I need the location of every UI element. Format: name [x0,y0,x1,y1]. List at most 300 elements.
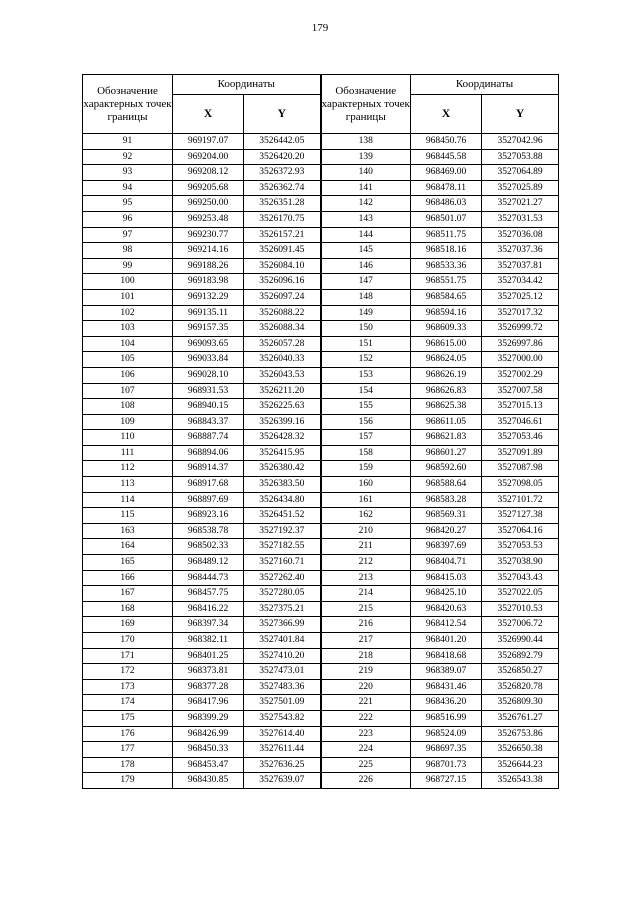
point-id-left: 109 [83,414,173,430]
point-id-left: 106 [83,367,173,383]
x-value-left: 969028.10 [173,367,244,383]
x-value-right: 968524.09 [411,726,482,742]
point-id-left: 110 [83,430,173,446]
point-id-right: 226 [321,773,411,789]
point-id-left: 171 [83,648,173,664]
page-number: 179 [311,22,329,34]
y-value-left: 3526420.20 [244,149,321,165]
table-row [83,586,559,602]
table-row [83,149,559,165]
y-value-left: 3526088.34 [244,321,321,337]
x-value-left: 968894.06 [173,445,244,461]
x-value-left: 968430.85 [173,773,244,789]
x-value-right: 968404.71 [411,555,482,571]
y-value-left: 3526372.93 [244,165,321,181]
x-value-left: 969135.11 [173,305,244,321]
y-value-left: 3526057.28 [244,336,321,352]
x-value-right: 968551.75 [411,274,482,290]
y-value-left: 3527182.55 [244,539,321,555]
table-row [83,243,559,259]
point-id-left: 173 [83,679,173,695]
x-value-right: 968588.64 [411,477,482,493]
point-id-right: 154 [321,383,411,399]
point-id-right: 139 [321,149,411,165]
table-row [83,508,559,524]
point-id-right: 213 [321,570,411,586]
x-value-left: 968502.33 [173,539,244,555]
x-value-right: 968626.19 [411,367,482,383]
point-id-left: 165 [83,555,173,571]
x-value-right: 968569.31 [411,508,482,524]
y-value-right: 3527098.05 [482,477,559,493]
y-value-right: 3526892.79 [482,648,559,664]
y-value-right: 3526999.72 [482,321,559,337]
y-value-left: 3526399.16 [244,414,321,430]
y-value-left: 3526170.75 [244,211,321,227]
table-row [83,710,559,726]
x-value-right: 968584.65 [411,289,482,305]
point-id-left: 176 [83,726,173,742]
x-value-left: 969205.68 [173,180,244,196]
point-id-left: 112 [83,461,173,477]
y-value-right: 3527015.13 [482,399,559,415]
x-value-right: 968625.38 [411,399,482,415]
point-id-right: 224 [321,742,411,758]
table-row [83,523,559,539]
point-id-left: 115 [83,508,173,524]
table-row [83,165,559,181]
point-id-left: 108 [83,399,173,415]
table-row [83,617,559,633]
y-value-left: 3526225.63 [244,399,321,415]
x-header-right: X [411,95,482,134]
x-value-left: 968444.73 [173,570,244,586]
point-id-right: 138 [321,134,411,150]
x-value-right: 968701.73 [411,757,482,773]
point-id-left: 177 [83,742,173,758]
y-value-right: 3527031.53 [482,211,559,227]
x-value-right: 968420.63 [411,601,482,617]
x-value-left: 968373.81 [173,664,244,680]
y-value-right: 3527087.98 [482,461,559,477]
y-value-right: 3527043.43 [482,570,559,586]
point-id-left: 97 [83,227,173,243]
point-id-right: 210 [321,523,411,539]
point-id-right: 141 [321,180,411,196]
header-row-top [83,75,559,95]
x-value-left: 968416.22 [173,601,244,617]
y-value-right: 3527053.46 [482,430,559,446]
y-value-right: 3526543.38 [482,773,559,789]
point-id-left: 103 [83,321,173,337]
y-value-right: 3527101.72 [482,492,559,508]
x-value-left: 968450.33 [173,742,244,758]
x-value-left: 968914.37 [173,461,244,477]
table-row [83,352,559,368]
x-value-right: 968420.27 [411,523,482,539]
table-row [83,601,559,617]
point-id-left: 168 [83,601,173,617]
y-value-left: 3526157.21 [244,227,321,243]
y-value-right: 3526850.27 [482,664,559,680]
x-value-right: 968518.16 [411,243,482,259]
y-value-left: 3526097.24 [244,289,321,305]
point-id-right: 142 [321,196,411,212]
y-value-left: 3526380.42 [244,461,321,477]
y-value-right: 3527042.96 [482,134,559,150]
point-id-left: 94 [83,180,173,196]
y-value-left: 3527611.44 [244,742,321,758]
x-value-right: 968401.20 [411,633,482,649]
x-value-left: 969132.29 [173,289,244,305]
x-value-left: 968426.99 [173,726,244,742]
y-value-left: 3527262.40 [244,570,321,586]
point-id-right: 156 [321,414,411,430]
table-row [83,196,559,212]
y-value-left: 3526043.53 [244,367,321,383]
table-row [83,477,559,493]
x-value-left: 969204.00 [173,149,244,165]
x-value-left: 969197.07 [173,134,244,150]
y-value-left: 3527410.20 [244,648,321,664]
point-id-right: 140 [321,165,411,181]
y-value-right: 3527037.81 [482,258,559,274]
x-value-left: 968923.16 [173,508,244,524]
x-value-left: 969214.16 [173,243,244,259]
x-value-right: 968501.07 [411,211,482,227]
x-value-left: 968457.75 [173,586,244,602]
x-value-left: 969157.35 [173,321,244,337]
y-value-left: 3526362.74 [244,180,321,196]
x-value-left: 968397.34 [173,617,244,633]
table-row [83,539,559,555]
x-value-left: 969093.65 [173,336,244,352]
point-id-right: 222 [321,710,411,726]
x-header-left: X [173,95,244,134]
y-header-right: Y [482,95,559,134]
point-id-left: 100 [83,274,173,290]
y-value-left: 3526442.05 [244,134,321,150]
point-id-right: 145 [321,243,411,259]
y-value-right: 3527127.38 [482,508,559,524]
y-value-left: 3526211.20 [244,383,321,399]
x-value-right: 968415.03 [411,570,482,586]
x-value-left: 969188.26 [173,258,244,274]
point-id-right: 149 [321,305,411,321]
table-row [83,274,559,290]
y-value-left: 3526434.80 [244,492,321,508]
point-id-right: 219 [321,664,411,680]
table-row [83,445,559,461]
point-id-left: 111 [83,445,173,461]
y-value-left: 3527160.71 [244,555,321,571]
table-row [83,180,559,196]
table-row [83,555,559,571]
y-value-right: 3526644.23 [482,757,559,773]
point-id-left: 104 [83,336,173,352]
x-value-right: 968624.05 [411,352,482,368]
table-row [83,773,559,789]
point-id-right: 144 [321,227,411,243]
point-id-right: 150 [321,321,411,337]
y-value-left: 3526351.28 [244,196,321,212]
x-value-left: 968453.47 [173,757,244,773]
x-value-left: 968931.53 [173,383,244,399]
table-row [83,367,559,383]
y-value-right: 3527064.16 [482,523,559,539]
y-value-right: 3527091.89 [482,445,559,461]
y-value-right: 3526761.27 [482,710,559,726]
x-value-right: 968626.83 [411,383,482,399]
x-value-right: 968697.35 [411,742,482,758]
x-value-left: 969033.84 [173,352,244,368]
y-value-right: 3526753.86 [482,726,559,742]
y-value-left: 3526451.52 [244,508,321,524]
y-value-right: 3526990.44 [482,633,559,649]
x-value-right: 968601.27 [411,445,482,461]
y-value-right: 3527000.00 [482,352,559,368]
x-value-left: 968401.25 [173,648,244,664]
table-row [83,633,559,649]
table-row [83,461,559,477]
x-value-left: 968887.74 [173,430,244,446]
y-value-right: 3527025.12 [482,289,559,305]
table-row [83,134,559,150]
point-id-right: 151 [321,336,411,352]
point-id-right: 160 [321,477,411,493]
x-value-right: 968516.99 [411,710,482,726]
table-row [83,430,559,446]
x-value-left: 968382.11 [173,633,244,649]
y-value-left: 3527280.05 [244,586,321,602]
point-id-right: 147 [321,274,411,290]
y-value-right: 3527021.27 [482,196,559,212]
y-value-right: 3527017.32 [482,305,559,321]
x-value-right: 968621.83 [411,430,482,446]
point-id-right: 216 [321,617,411,633]
x-value-left: 969253.48 [173,211,244,227]
point-id-left: 92 [83,149,173,165]
point-id-left: 93 [83,165,173,181]
table-row [83,648,559,664]
y-value-right: 3527002.29 [482,367,559,383]
y-value-right: 3527053.53 [482,539,559,555]
x-value-right: 968450.76 [411,134,482,150]
y-value-right: 3527010.53 [482,601,559,617]
table-body [83,134,559,789]
table-row [83,321,559,337]
x-value-right: 968397.69 [411,539,482,555]
coordinates-header-left: Координаты [173,75,321,95]
point-id-left: 114 [83,492,173,508]
y-value-left: 3527543.82 [244,710,321,726]
y-value-left: 3526088.22 [244,305,321,321]
x-value-right: 968431.46 [411,679,482,695]
y-value-left: 3527401.84 [244,633,321,649]
x-value-right: 968615.00 [411,336,482,352]
x-value-right: 968389.07 [411,664,482,680]
table-row [83,679,559,695]
y-value-right: 3526997.86 [482,336,559,352]
y-value-left: 3527483.36 [244,679,321,695]
point-id-left: 98 [83,243,173,259]
y-value-left: 3527614.40 [244,726,321,742]
point-id-right: 159 [321,461,411,477]
table-row [83,399,559,415]
y-value-right: 3527064.89 [482,165,559,181]
point-id-left: 101 [83,289,173,305]
table-row [83,211,559,227]
y-value-right: 3527038.90 [482,555,559,571]
point-id-left: 175 [83,710,173,726]
point-id-left: 96 [83,211,173,227]
x-value-right: 968609.33 [411,321,482,337]
x-value-left: 968940.15 [173,399,244,415]
x-value-right: 968418.68 [411,648,482,664]
x-value-right: 968445.58 [411,149,482,165]
x-value-left: 968538.78 [173,523,244,539]
point-id-left: 105 [83,352,173,368]
y-value-left: 3526415.95 [244,445,321,461]
x-value-right: 968412.54 [411,617,482,633]
y-value-left: 3526383.50 [244,477,321,493]
y-value-right: 3527036.08 [482,227,559,243]
y-value-right: 3527046.61 [482,414,559,430]
y-value-right: 3526809.30 [482,695,559,711]
table-row [83,414,559,430]
table-row [83,383,559,399]
coordinates-header-right: Координаты [411,75,559,95]
point-id-left: 169 [83,617,173,633]
x-value-right: 968436.20 [411,695,482,711]
point-id-right: 212 [321,555,411,571]
point-id-left: 179 [83,773,173,789]
y-value-right: 3527006.72 [482,617,559,633]
table-row [83,570,559,586]
x-value-right: 968425.10 [411,586,482,602]
point-id-left: 163 [83,523,173,539]
y-value-left: 3526084.10 [244,258,321,274]
y-value-right: 3526820.78 [482,679,559,695]
point-id-right: 220 [321,679,411,695]
y-value-right: 3527053.88 [482,149,559,165]
point-id-left: 164 [83,539,173,555]
point-id-right: 221 [321,695,411,711]
table-row [83,227,559,243]
y-value-right: 3527025.89 [482,180,559,196]
x-value-right: 968486.03 [411,196,482,212]
point-id-right: 215 [321,601,411,617]
y-value-left: 3527192.37 [244,523,321,539]
table-row [83,289,559,305]
x-value-left: 968843.37 [173,414,244,430]
x-value-right: 968611.05 [411,414,482,430]
table-row [83,258,559,274]
y-value-left: 3527501.09 [244,695,321,711]
point-id-left: 174 [83,695,173,711]
x-value-right: 968533.36 [411,258,482,274]
point-id-right: 162 [321,508,411,524]
table-row [83,492,559,508]
table-row [83,664,559,680]
y-value-right: 3527022.05 [482,586,559,602]
y-value-left: 3527473.01 [244,664,321,680]
point-id-left: 167 [83,586,173,602]
point-id-right: 223 [321,726,411,742]
point-id-right: 211 [321,539,411,555]
point-id-right: 143 [321,211,411,227]
point-id-right: 217 [321,633,411,649]
table-row [83,742,559,758]
point-id-right: 153 [321,367,411,383]
x-value-left: 969183.98 [173,274,244,290]
table-row [83,695,559,711]
x-value-right: 968469.00 [411,165,482,181]
point-id-left: 107 [83,383,173,399]
coordinates-table [82,74,559,789]
x-value-left: 968399.29 [173,710,244,726]
x-value-right: 968594.16 [411,305,482,321]
point-id-right: 148 [321,289,411,305]
point-id-right: 157 [321,430,411,446]
y-value-left: 3526096.16 [244,274,321,290]
y-value-left: 3526040.33 [244,352,321,368]
point-id-right: 152 [321,352,411,368]
point-id-left: 166 [83,570,173,586]
point-id-right: 214 [321,586,411,602]
point-id-right: 218 [321,648,411,664]
y-value-left: 3526091.45 [244,243,321,259]
x-value-left: 968897.69 [173,492,244,508]
point-id-right: 146 [321,258,411,274]
point-id-left: 170 [83,633,173,649]
y-value-left: 3527639.07 [244,773,321,789]
x-value-left: 969230.77 [173,227,244,243]
y-value-right: 3527034.42 [482,274,559,290]
table-row [83,726,559,742]
point-id-left: 178 [83,757,173,773]
y-value-left: 3527636.25 [244,757,321,773]
x-value-right: 968511.75 [411,227,482,243]
x-value-left: 968489.12 [173,555,244,571]
y-value-left: 3527375.21 [244,601,321,617]
x-value-right: 968592.60 [411,461,482,477]
x-value-left: 968917.68 [173,477,244,493]
point-id-left: 99 [83,258,173,274]
x-value-left: 968417.96 [173,695,244,711]
x-value-right: 968478.11 [411,180,482,196]
table-row [83,336,559,352]
y-header-left: Y [244,95,321,134]
point-id-left: 91 [83,134,173,150]
y-value-right: 3527037.36 [482,243,559,259]
y-value-left: 3527366.99 [244,617,321,633]
x-value-left: 969208.12 [173,165,244,181]
point-label-header-left: Обозначение характерных точек границы [83,75,173,134]
point-label-header-right: Обозначение характерных точек границы [321,75,411,134]
point-id-left: 172 [83,664,173,680]
point-id-right: 155 [321,399,411,415]
x-value-left: 968377.28 [173,679,244,695]
point-id-right: 161 [321,492,411,508]
point-id-left: 95 [83,196,173,212]
point-id-right: 158 [321,445,411,461]
x-value-left: 969250.00 [173,196,244,212]
x-value-right: 968583.28 [411,492,482,508]
table-row [83,305,559,321]
x-value-right: 968727.15 [411,773,482,789]
y-value-right: 3527007.58 [482,383,559,399]
